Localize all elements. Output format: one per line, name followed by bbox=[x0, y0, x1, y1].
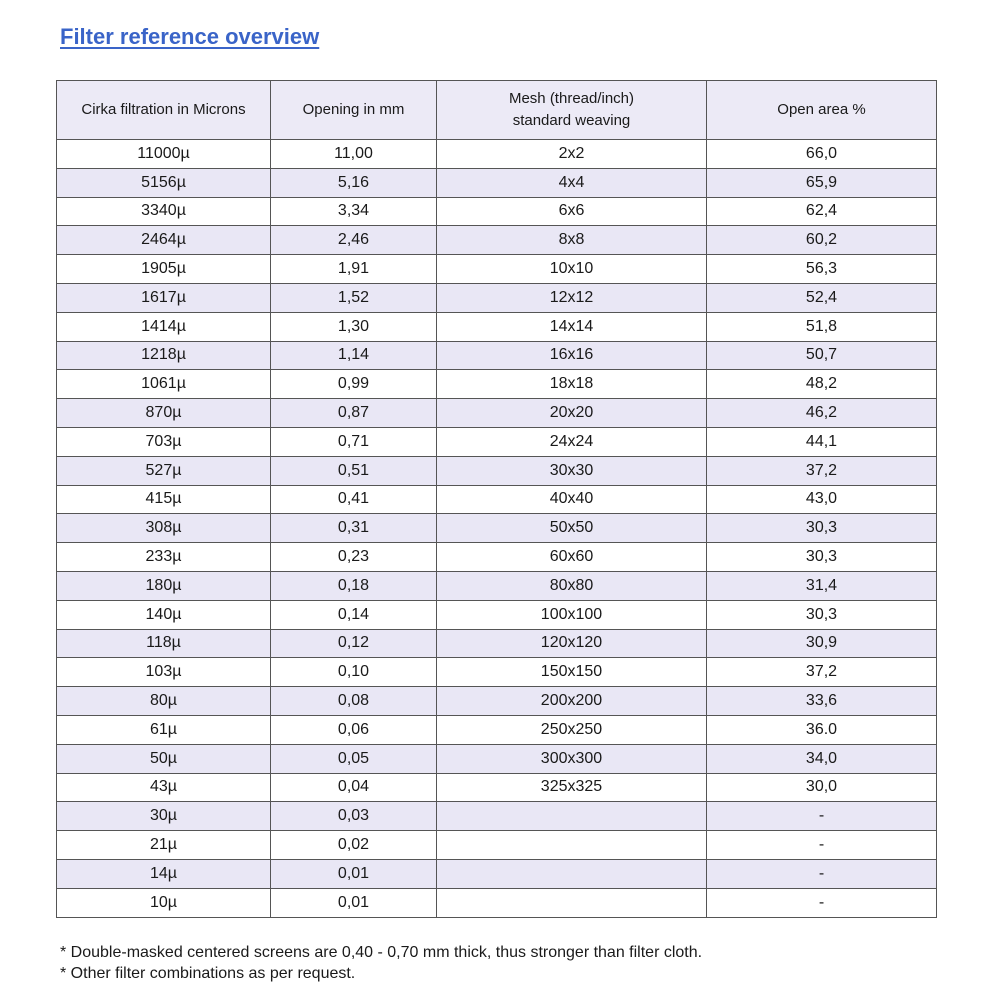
cell-opening: 0,02 bbox=[271, 831, 437, 860]
cell-microns: 1218µ bbox=[57, 341, 271, 370]
cell-open-area: 30,3 bbox=[707, 514, 937, 543]
cell-mesh: 30x30 bbox=[437, 456, 707, 485]
cell-mesh: 120x120 bbox=[437, 629, 707, 658]
cell-mesh: 60x60 bbox=[437, 543, 707, 572]
cell-microns: 415µ bbox=[57, 485, 271, 514]
cell-opening: 0,18 bbox=[271, 571, 437, 600]
cell-microns: 14µ bbox=[57, 859, 271, 888]
cell-microns: 5156µ bbox=[57, 168, 271, 197]
cell-mesh: 6x6 bbox=[437, 197, 707, 226]
cell-open-area: 65,9 bbox=[707, 168, 937, 197]
cell-mesh bbox=[437, 859, 707, 888]
cell-open-area: - bbox=[707, 859, 937, 888]
cell-microns: 870µ bbox=[57, 399, 271, 428]
table-row bbox=[57, 370, 937, 399]
cell-open-area: 43,0 bbox=[707, 485, 937, 514]
cell-opening: 1,30 bbox=[271, 312, 437, 341]
cell-microns: 527µ bbox=[57, 456, 271, 485]
cell-open-area: - bbox=[707, 888, 937, 917]
header-microns: Cirka filtration in Microns bbox=[57, 81, 271, 140]
table-row bbox=[57, 255, 937, 284]
table-row bbox=[57, 859, 937, 888]
table-row bbox=[57, 831, 937, 860]
cell-opening: 0,51 bbox=[271, 456, 437, 485]
cell-opening: 0,01 bbox=[271, 888, 437, 917]
table-row bbox=[57, 600, 937, 629]
cell-microns: 308µ bbox=[57, 514, 271, 543]
cell-opening: 0,10 bbox=[271, 658, 437, 687]
table-row bbox=[57, 888, 937, 917]
cell-mesh: 12x12 bbox=[437, 283, 707, 312]
cell-microns: 140µ bbox=[57, 600, 271, 629]
cell-opening: 1,91 bbox=[271, 255, 437, 284]
cell-microns: 703µ bbox=[57, 427, 271, 456]
cell-opening: 0,71 bbox=[271, 427, 437, 456]
cell-microns: 1414µ bbox=[57, 312, 271, 341]
cell-opening: 0,23 bbox=[271, 543, 437, 572]
cell-opening: 0,06 bbox=[271, 715, 437, 744]
cell-open-area: 30,3 bbox=[707, 543, 937, 572]
cell-mesh: 16x16 bbox=[437, 341, 707, 370]
cell-open-area: 50,7 bbox=[707, 341, 937, 370]
table-row bbox=[57, 341, 937, 370]
table-row bbox=[57, 283, 937, 312]
table-row bbox=[57, 140, 937, 169]
table-row bbox=[57, 514, 937, 543]
table-row bbox=[57, 456, 937, 485]
cell-opening: 2,46 bbox=[271, 226, 437, 255]
cell-microns: 50µ bbox=[57, 744, 271, 773]
page-title: Filter reference overview bbox=[60, 24, 320, 49]
footnote-2: * Other filter combinations as per request. bbox=[60, 965, 356, 982]
cell-microns: 11000µ bbox=[57, 140, 271, 169]
cell-open-area: 30,9 bbox=[707, 629, 937, 658]
cell-open-area: 66,0 bbox=[707, 140, 937, 169]
cell-mesh: 20x20 bbox=[437, 399, 707, 428]
cell-opening: 0,14 bbox=[271, 600, 437, 629]
cell-open-area: 51,8 bbox=[707, 312, 937, 341]
cell-opening: 11,00 bbox=[271, 140, 437, 169]
cell-opening: 0,41 bbox=[271, 485, 437, 514]
table-row bbox=[57, 715, 937, 744]
cell-open-area: 62,4 bbox=[707, 197, 937, 226]
cell-opening: 0,08 bbox=[271, 687, 437, 716]
table-row bbox=[57, 773, 937, 802]
cell-mesh: 150x150 bbox=[437, 658, 707, 687]
cell-open-area: 37,2 bbox=[707, 658, 937, 687]
cell-microns: 180µ bbox=[57, 571, 271, 600]
cell-mesh: 8x8 bbox=[437, 226, 707, 255]
cell-mesh: 250x250 bbox=[437, 715, 707, 744]
cell-microns: 61µ bbox=[57, 715, 271, 744]
cell-mesh: 18x18 bbox=[437, 370, 707, 399]
table-row bbox=[57, 312, 937, 341]
table-row bbox=[57, 399, 937, 428]
cell-opening: 0,31 bbox=[271, 514, 437, 543]
header-mesh-line2: standard weaving bbox=[512, 112, 631, 129]
cell-mesh: 14x14 bbox=[437, 312, 707, 341]
cell-open-area: 37,2 bbox=[707, 456, 937, 485]
filter-reference-table bbox=[56, 80, 937, 918]
table-row bbox=[57, 226, 937, 255]
cell-microns: 80µ bbox=[57, 687, 271, 716]
cell-microns: 1617µ bbox=[57, 283, 271, 312]
cell-mesh bbox=[437, 888, 707, 917]
cell-opening: 0,05 bbox=[271, 744, 437, 773]
cell-microns: 118µ bbox=[57, 629, 271, 658]
header-open-area: Open area % bbox=[707, 81, 937, 140]
cell-open-area: 56,3 bbox=[707, 255, 937, 284]
cell-microns: 3340µ bbox=[57, 197, 271, 226]
cell-microns: 1061µ bbox=[57, 370, 271, 399]
table-row bbox=[57, 543, 937, 572]
table-row bbox=[57, 744, 937, 773]
cell-mesh: 100x100 bbox=[437, 600, 707, 629]
cell-open-area: - bbox=[707, 831, 937, 860]
cell-opening: 0,87 bbox=[271, 399, 437, 428]
cell-mesh: 300x300 bbox=[437, 744, 707, 773]
cell-mesh: 200x200 bbox=[437, 687, 707, 716]
cell-microns: 103µ bbox=[57, 658, 271, 687]
cell-open-area: 46,2 bbox=[707, 399, 937, 428]
cell-open-area: 60,2 bbox=[707, 226, 937, 255]
cell-open-area: 31,4 bbox=[707, 571, 937, 600]
cell-opening: 0,04 bbox=[271, 773, 437, 802]
header-opening: Opening in mm bbox=[271, 81, 437, 140]
table-header-row bbox=[57, 81, 937, 140]
cell-microns: 233µ bbox=[57, 543, 271, 572]
cell-mesh bbox=[437, 802, 707, 831]
cell-mesh: 325x325 bbox=[437, 773, 707, 802]
cell-mesh: 4x4 bbox=[437, 168, 707, 197]
table-body bbox=[57, 140, 937, 918]
table-row bbox=[57, 687, 937, 716]
cell-microns: 10µ bbox=[57, 888, 271, 917]
table-row bbox=[57, 197, 937, 226]
cell-mesh: 10x10 bbox=[437, 255, 707, 284]
header-mesh bbox=[437, 81, 707, 140]
cell-mesh: 24x24 bbox=[437, 427, 707, 456]
cell-open-area: 30,0 bbox=[707, 773, 937, 802]
cell-open-area: 44,1 bbox=[707, 427, 937, 456]
cell-opening: 3,34 bbox=[271, 197, 437, 226]
cell-microns: 1905µ bbox=[57, 255, 271, 284]
table-row bbox=[57, 658, 937, 687]
cell-mesh: 40x40 bbox=[437, 485, 707, 514]
cell-microns: 30µ bbox=[57, 802, 271, 831]
cell-opening: 0,03 bbox=[271, 802, 437, 831]
table-row bbox=[57, 802, 937, 831]
header-mesh-line1: Mesh (thread/inch) bbox=[508, 90, 635, 108]
cell-open-area: 30,3 bbox=[707, 600, 937, 629]
cell-microns: 21µ bbox=[57, 831, 271, 860]
cell-mesh: 2x2 bbox=[437, 140, 707, 169]
cell-open-area: 36.0 bbox=[707, 715, 937, 744]
cell-mesh: 50x50 bbox=[437, 514, 707, 543]
cell-opening: 0,01 bbox=[271, 859, 437, 888]
table-row bbox=[57, 485, 937, 514]
footnote-1: * Double-masked centered screens are 0,40 - 0,70 mm thick, thus stronger than filter cloth. bbox=[60, 944, 703, 961]
cell-microns: 2464µ bbox=[57, 226, 271, 255]
table-row bbox=[57, 427, 937, 456]
cell-opening: 5,16 bbox=[271, 168, 437, 197]
cell-open-area: 33,6 bbox=[707, 687, 937, 716]
cell-opening: 0,12 bbox=[271, 629, 437, 658]
cell-open-area: 34,0 bbox=[707, 744, 937, 773]
cell-opening: 1,52 bbox=[271, 283, 437, 312]
footnotes bbox=[60, 942, 702, 984]
table-row bbox=[57, 571, 937, 600]
cell-open-area: 48,2 bbox=[707, 370, 937, 399]
cell-opening: 1,14 bbox=[271, 341, 437, 370]
cell-mesh: 80x80 bbox=[437, 571, 707, 600]
cell-open-area: - bbox=[707, 802, 937, 831]
cell-mesh bbox=[437, 831, 707, 860]
cell-open-area: 52,4 bbox=[707, 283, 937, 312]
table-row bbox=[57, 168, 937, 197]
cell-opening: 0,99 bbox=[271, 370, 437, 399]
table-row bbox=[57, 629, 937, 658]
cell-microns: 43µ bbox=[57, 773, 271, 802]
